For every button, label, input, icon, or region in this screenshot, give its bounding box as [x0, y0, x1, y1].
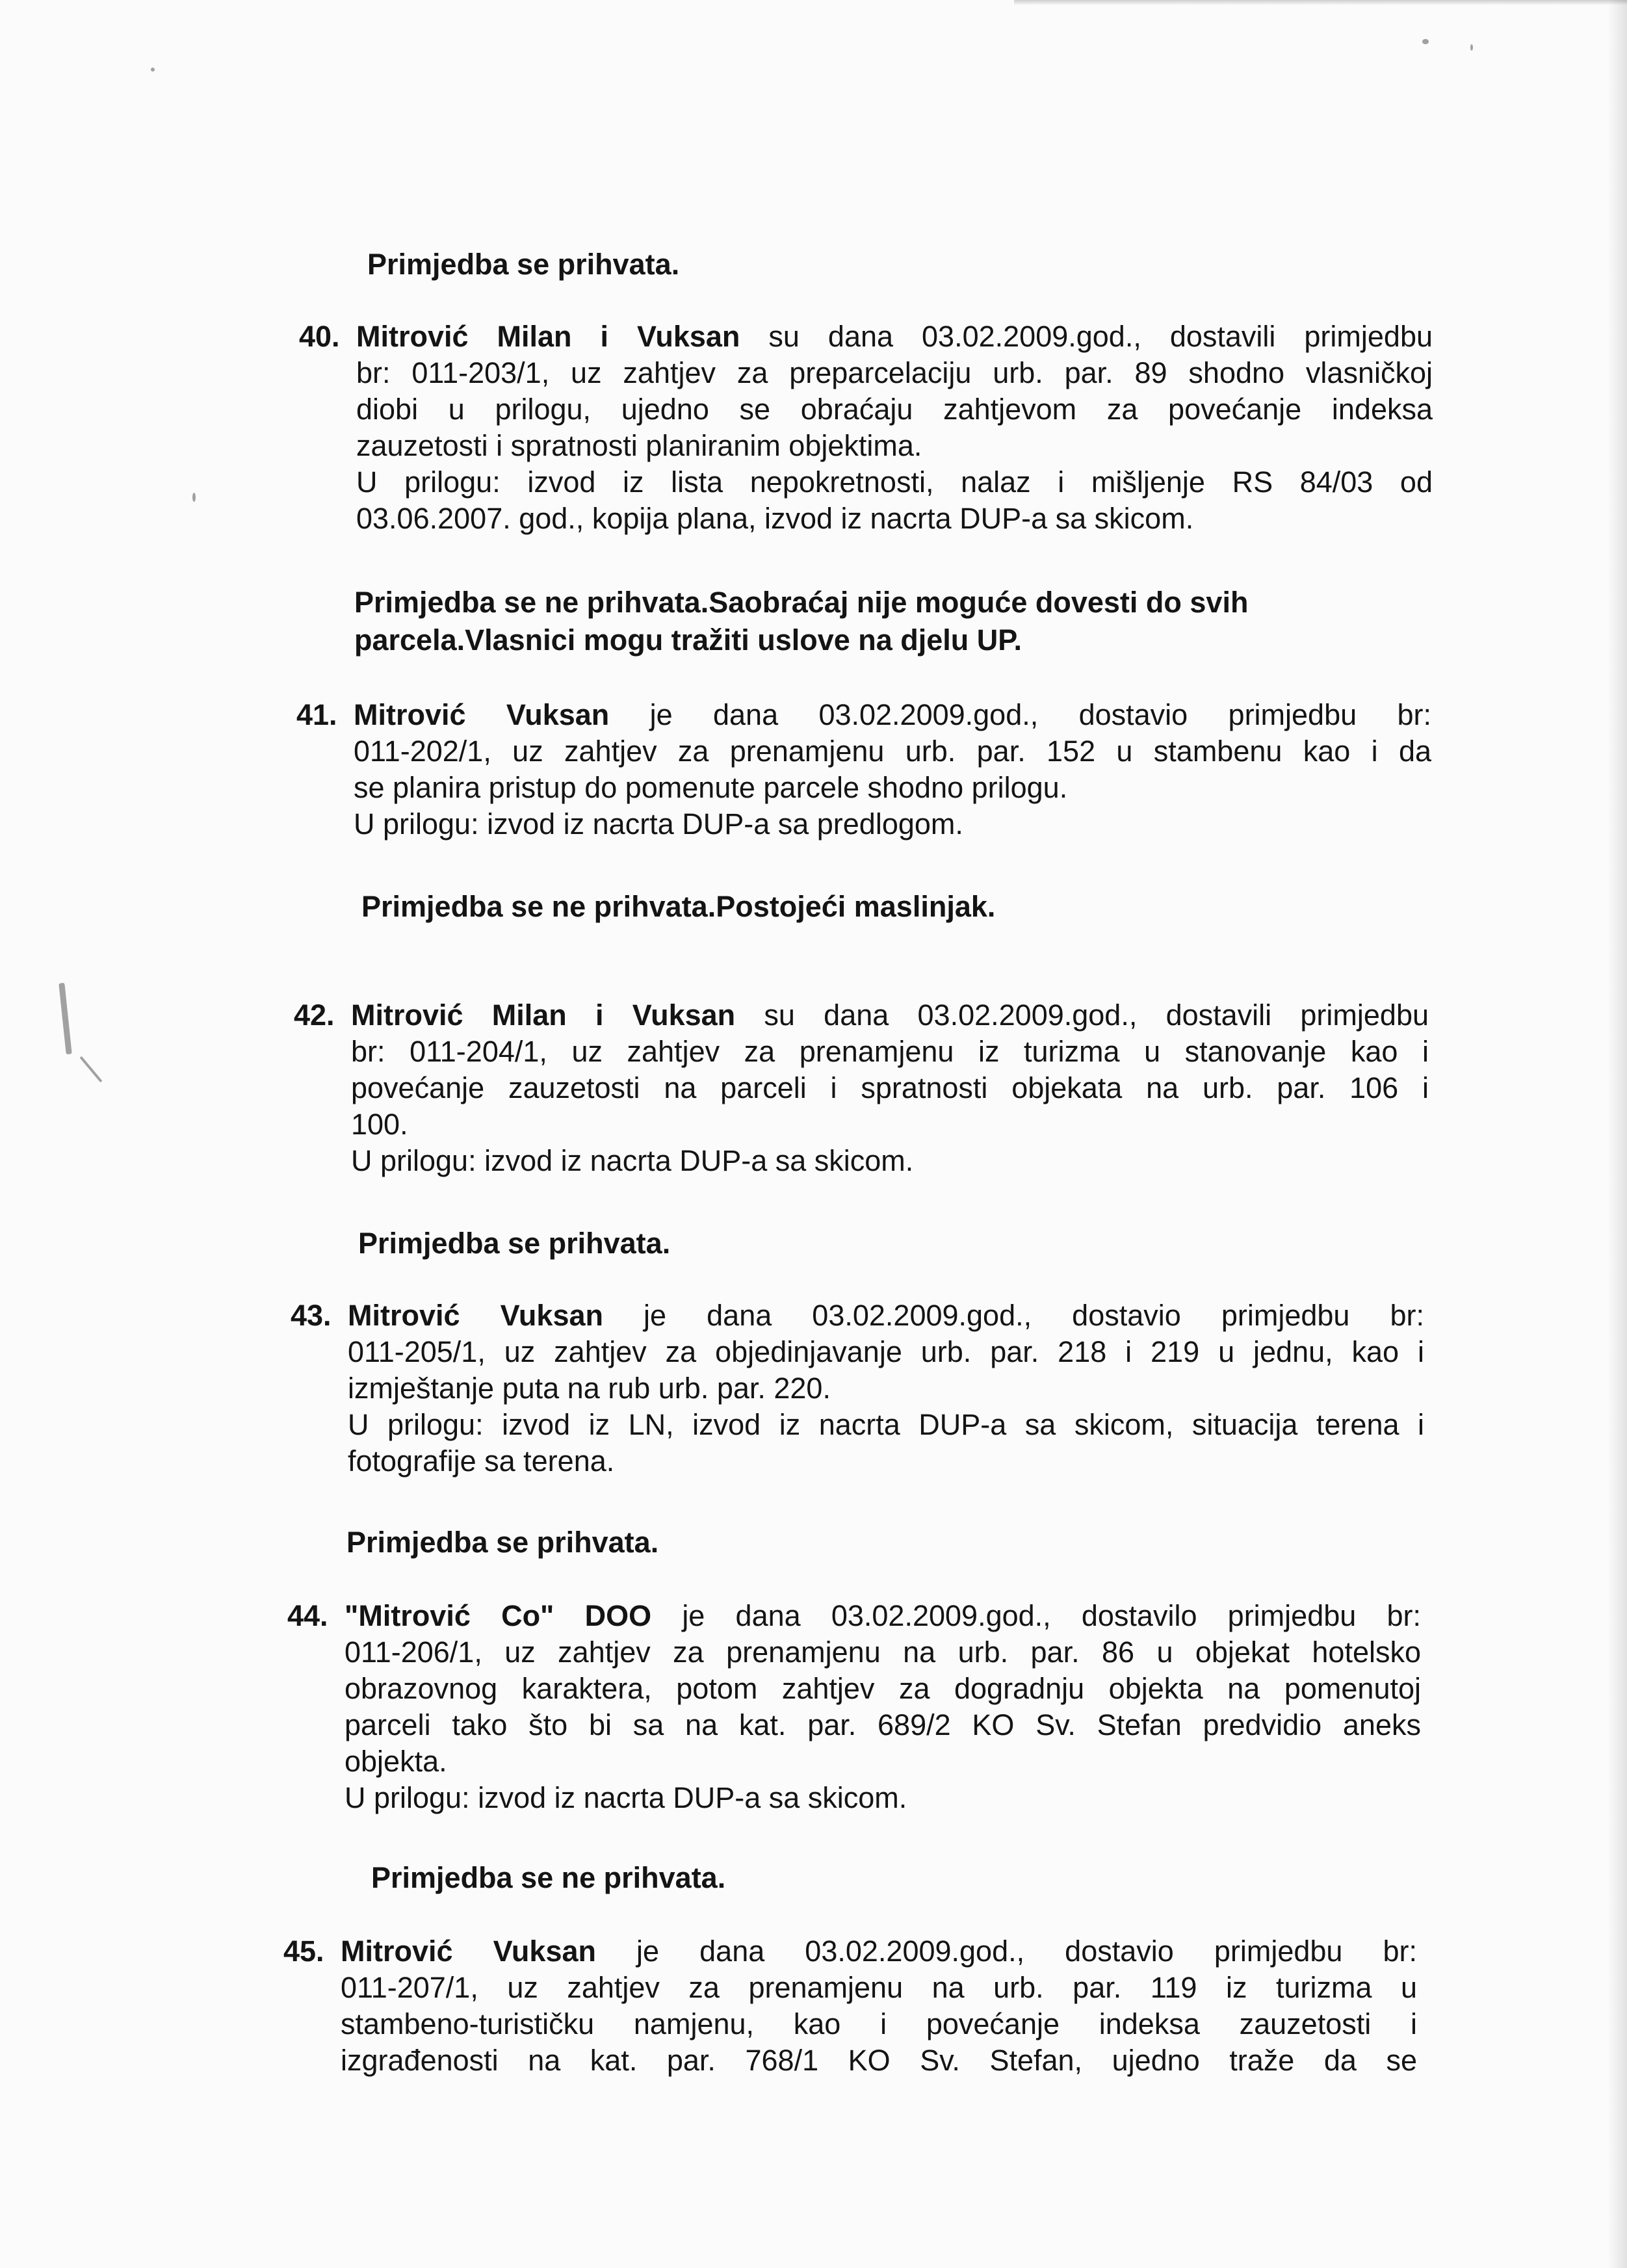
scan-streak	[59, 983, 72, 1054]
entry-41-verdict	[361, 888, 995, 926]
entry-name: "Mitrović Co" DOO	[345, 1599, 652, 1632]
entry-line: U prilogu: izvod iz nacrta DUP-a sa skicom.	[351, 1144, 914, 1177]
entry-line: objekta.	[345, 1745, 447, 1778]
entry-41	[296, 697, 1431, 842]
scan-speck	[192, 493, 196, 502]
entry-line: br: 011-203/1, uz zahtjev za preparcelaciju urb. par. 89 shodno vlasničkoj	[356, 356, 1433, 389]
entry-43-verdict	[346, 1524, 658, 1561]
entry-42	[294, 997, 1429, 1179]
entry-line: obrazovnog karaktera, potom zahtjev za dogradnju objekta na pomenutoj	[345, 1672, 1421, 1705]
entry-line: 011-206/1, uz zahtjev za prenamjenu na urb. par. 86 u objekat hotelsko	[345, 1636, 1421, 1669]
scan-streak	[79, 1056, 102, 1083]
entry-line: su dana 03.02.2009.god., dostavili primjedbu	[740, 320, 1433, 353]
entry-43	[291, 1297, 1424, 1479]
entry-name: Mitrović Milan i Vuksan	[356, 320, 740, 353]
entry-line: br: 011-204/1, uz zahtjev za prenamjenu iz turizma u stanovanje kao i	[351, 1035, 1429, 1068]
entry-name: Mitrović Milan i Vuksan	[351, 998, 736, 1032]
entry-line: je dana 03.02.2009.god., dostavio primjedbu br:	[596, 1935, 1417, 1968]
entry-line: 011-205/1, uz zahtjev za objedinjavanje urb. par. 218 i 219 u jednu, kao i	[348, 1335, 1424, 1368]
entry-line: 03.06.2007. god., kopija plana, izvod iz nacrta DUP-a sa skicom.	[356, 502, 1194, 535]
entry-line: fotografije sa terena.	[348, 1444, 615, 1478]
entry-number: 44.	[287, 1599, 328, 1632]
verdict-line: Primjedba se ne prihvata.Saobraćaj nije moguće dovesti do svih	[354, 586, 1249, 619]
entry-name: Mitrović Vuksan	[341, 1935, 596, 1968]
entry-line: se planira pristup do pomenute parcele shodno prilogu.	[354, 771, 1068, 804]
entry-line: povećanje zauzetosti na parceli i spratnosti objekata na urb. par. 106 i	[351, 1071, 1429, 1104]
entry-line: parceli tako što bi sa na kat. par. 689/2 KO Sv. Stefan predvidio aneks	[345, 1708, 1421, 1741]
entry-line: U prilogu: izvod iz LN, izvod iz nacrta DUP-a sa skicom, situacija terena i	[348, 1408, 1424, 1441]
verdict-line: parcela.Vlasnici mogu tražiti uslove na djelu UP.	[354, 623, 1022, 657]
entry-line: U prilogu: izvod iz nacrta DUP-a sa skicom.	[345, 1781, 907, 1814]
verdict-line: Primjedba se ne prihvata.Postojeći maslinjak.	[361, 890, 996, 923]
entry-44-verdict	[371, 1859, 725, 1897]
entry-line: izgrađenosti na kat. par. 768/1 KO Sv. Stefan, ujedno traže da se	[341, 2044, 1417, 2077]
verdict-line: Primjedba se prihvata.	[358, 1227, 671, 1260]
entry-44	[287, 1598, 1421, 1816]
entry-name: Mitrović Vuksan	[354, 698, 610, 731]
entry-name: Mitrović Vuksan	[348, 1299, 603, 1332]
scan-edge-shadow	[1607, 0, 1627, 2268]
entry-40	[299, 319, 1433, 537]
verdict-line: Primjedba se prihvata.	[346, 1526, 659, 1559]
entry-line: je dana 03.02.2009.god., dostavilo primjedbu br:	[651, 1599, 1421, 1632]
entry-number: 40.	[299, 320, 340, 353]
entry-line: 011-207/1, uz zahtjev za prenamjenu na urb. par. 119 iz turizma u	[341, 1971, 1417, 2004]
entry-line: 100.	[351, 1108, 408, 1141]
entry-42-verdict	[358, 1225, 670, 1262]
scan-speck	[1470, 44, 1473, 51]
entry-number: 41.	[296, 698, 337, 731]
entry-line: diobi u prilogu, ujedno se obraćaju zahtjevom za povećanje indeksa	[356, 393, 1433, 426]
entry-line: U prilogu: izvod iz lista nepokretnosti, nalaz i mišljenje RS 84/03 od	[356, 465, 1433, 499]
entry-line: 011-202/1, uz zahtjev za prenamjenu urb. par. 152 u stambenu kao i da	[354, 735, 1431, 768]
entry-number: 42.	[294, 998, 335, 1032]
entry-line: izmještanje puta na rub urb. par. 220.	[348, 1372, 831, 1405]
scan-speck	[151, 68, 155, 72]
entry-line: je dana 03.02.2009.god., dostavio primjedbu br:	[609, 698, 1431, 731]
entry-line: stambeno-turističku namjenu, kao i povećanje indeksa zauzetosti i	[341, 2007, 1417, 2040]
entry-number: 45.	[283, 1935, 324, 1968]
entry-line: je dana 03.02.2009.god., dostavio primjedbu br:	[603, 1299, 1424, 1332]
scan-top-shadow	[1014, 0, 1627, 5]
entry-line: zauzetosti i spratnosti planiranim objektima.	[356, 429, 922, 462]
entry-number: 43.	[291, 1299, 332, 1332]
entry-line: su dana 03.02.2009.god., dostavili primjedbu	[735, 998, 1429, 1032]
verdict-top: Primjedba se prihvata.	[367, 248, 680, 281]
verdict-line: Primjedba se ne prihvata.	[371, 1861, 726, 1894]
entry-line: U prilogu: izvod iz nacrta DUP-a sa predlogom.	[354, 807, 963, 841]
entry-40-verdict	[354, 584, 1248, 659]
scan-speck	[1422, 39, 1429, 44]
entry-45	[283, 1933, 1417, 2079]
